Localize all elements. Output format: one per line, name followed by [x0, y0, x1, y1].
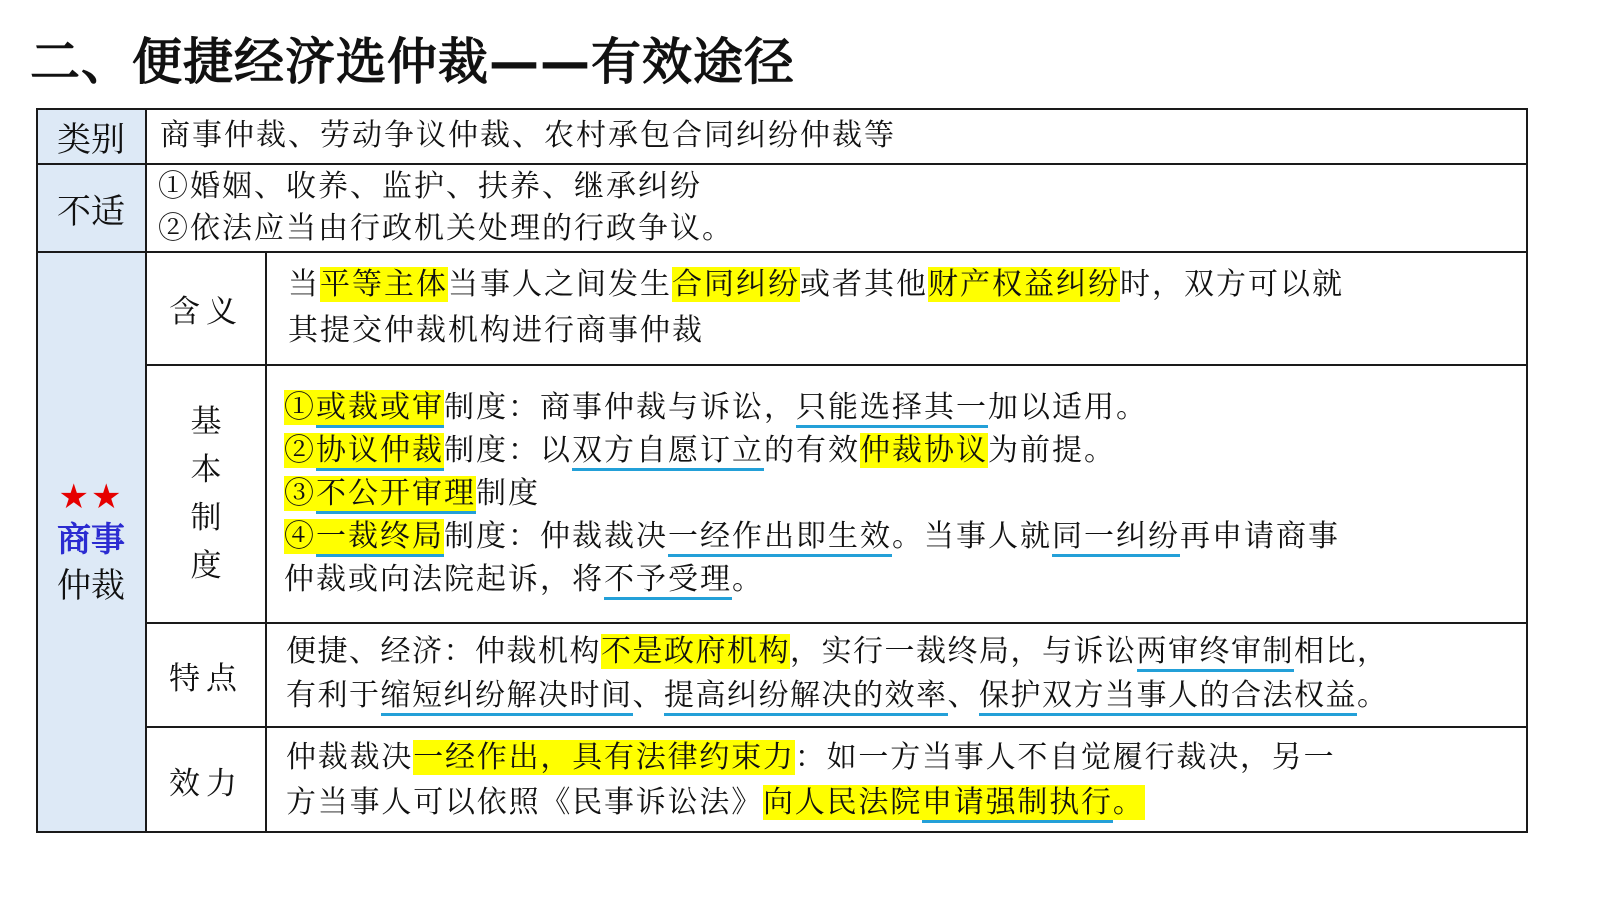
text-span: 。当事人就 — [892, 519, 1052, 554]
features-label: 特点 — [169, 660, 243, 697]
underline-text: 不予受理 — [604, 562, 732, 600]
underline-text: 保护双方当事人的合法权益 — [979, 678, 1357, 716]
category-text: 商事仲裁、劳动争议仲裁、农村承包合同纠纷仲裁等 — [160, 118, 896, 153]
features-text — [286, 630, 1389, 718]
underline-text: 缩短纠纷解决时间 — [381, 678, 633, 716]
effect-label: 效力 — [169, 765, 243, 802]
highlight-rule-4: 一裁终局 — [316, 519, 444, 557]
basic-system-text — [284, 386, 1340, 601]
label-char: 度 — [190, 548, 222, 584]
system-rule-1 — [284, 386, 1340, 429]
underline-text: 只能选择其一 — [796, 390, 988, 428]
text-span: 制度：商事仲裁与诉讼， — [444, 390, 796, 425]
text-span: ，实行一裁终局，与诉讼 — [790, 634, 1137, 669]
text-span: 当 — [288, 267, 320, 302]
system-rule-2 — [284, 429, 1340, 472]
highlight-arbitration-agreement: 仲裁协议 — [860, 433, 988, 468]
highlight-not-government: 不是政府机构 — [601, 634, 790, 669]
highlight-contract-dispute: 合同纠纷 — [672, 267, 800, 302]
text-span: 制度 — [476, 476, 540, 511]
rule-number: ② — [284, 433, 316, 468]
basic-system-label — [146, 365, 266, 623]
text-span: 方当事人可以依照《民事诉讼法》 — [286, 785, 763, 820]
commercial-label-line2: 仲裁 — [57, 565, 125, 606]
text-span: 。 — [1357, 678, 1389, 713]
system-rule-4-cont — [284, 558, 1340, 601]
highlight-rule-2: 协议仲裁 — [316, 433, 444, 471]
label-char: 本 — [190, 452, 222, 488]
system-rule-3 — [284, 472, 1340, 515]
text-span: 制度：仲裁裁决 — [444, 519, 668, 554]
text-span: 或者其他 — [800, 267, 928, 302]
star-rating-icon: ★★ — [58, 476, 124, 517]
page-title: 二、便捷经济选仲裁——有效途径 — [30, 33, 795, 91]
label-char: 基 — [190, 404, 222, 440]
text-span: 时，双方可以就 — [1120, 267, 1344, 302]
text-span: 再申请商事 — [1180, 519, 1340, 554]
text-span: 当事人之间发生 — [448, 267, 672, 302]
text-span: 便捷、经济：仲裁机构 — [286, 634, 601, 669]
meaning-label: 含义 — [169, 294, 243, 330]
text-span: 、 — [947, 678, 979, 713]
exclusions-label: 不适 — [57, 191, 125, 232]
text-span: 的有效 — [764, 433, 860, 468]
highlight-period: 。 — [1112, 785, 1145, 820]
commercial-label-line1: 商事 — [57, 519, 125, 560]
text-span: 有利于 — [286, 678, 381, 713]
highlight-property-dispute: 财产权益纠纷 — [928, 267, 1120, 302]
highlight-rule-3: 不公开审理 — [316, 476, 476, 514]
label-char: 制 — [190, 500, 222, 536]
exclusion-item-1: ①婚姻、收养、监护、扶养、继承纠纷 — [158, 169, 702, 204]
exclusion-item-2: ②依法应当由行政机关处理的行政争议。 — [158, 211, 734, 246]
meaning-text — [288, 262, 1344, 354]
text-span: 。 — [732, 562, 764, 597]
rule-number: ③ — [284, 476, 316, 511]
text-span: 为前提。 — [988, 433, 1116, 468]
text-span: 、 — [632, 678, 664, 713]
text-span: 制度：以 — [444, 433, 572, 468]
underline-text: 一经作出即生效 — [668, 519, 892, 557]
meaning-line-2: 其提交仲裁机构进行商事仲裁 — [288, 313, 704, 348]
underline-text: 提高纠纷解决的效率 — [664, 678, 948, 716]
text-span: 相比， — [1294, 634, 1389, 669]
text-span: 加以适用。 — [988, 390, 1148, 425]
underline-text: 同一纠纷 — [1052, 519, 1180, 557]
highlight-enforcement: 申请强制执行 — [922, 785, 1113, 823]
text-span: 仲裁或向法院起诉，将 — [284, 562, 604, 597]
highlight-to-court: 向人民法院 — [763, 785, 922, 820]
effect-text — [286, 735, 1335, 825]
rule-number: ④ — [284, 519, 316, 554]
highlight-equal-subjects: 平等主体 — [320, 267, 448, 302]
arbitration-table — [36, 108, 1528, 833]
exclusions-text — [158, 166, 734, 250]
highlight-legally-binding: 一经作出，具有法律约束力 — [413, 740, 795, 775]
highlight-rule-1: 或裁或审 — [316, 390, 444, 428]
category-label: 类别 — [57, 119, 125, 160]
text-span: ：如一方当事人不自觉履行裁决，另一 — [794, 740, 1336, 775]
underline-text: 两审终审制 — [1137, 634, 1295, 672]
system-rule-4 — [284, 515, 1340, 558]
text-span: 仲裁裁决 — [286, 740, 414, 775]
commercial-arbitration-label — [36, 252, 146, 833]
rule-number: ① — [284, 390, 316, 425]
underline-text: 双方自愿订立 — [572, 433, 764, 471]
